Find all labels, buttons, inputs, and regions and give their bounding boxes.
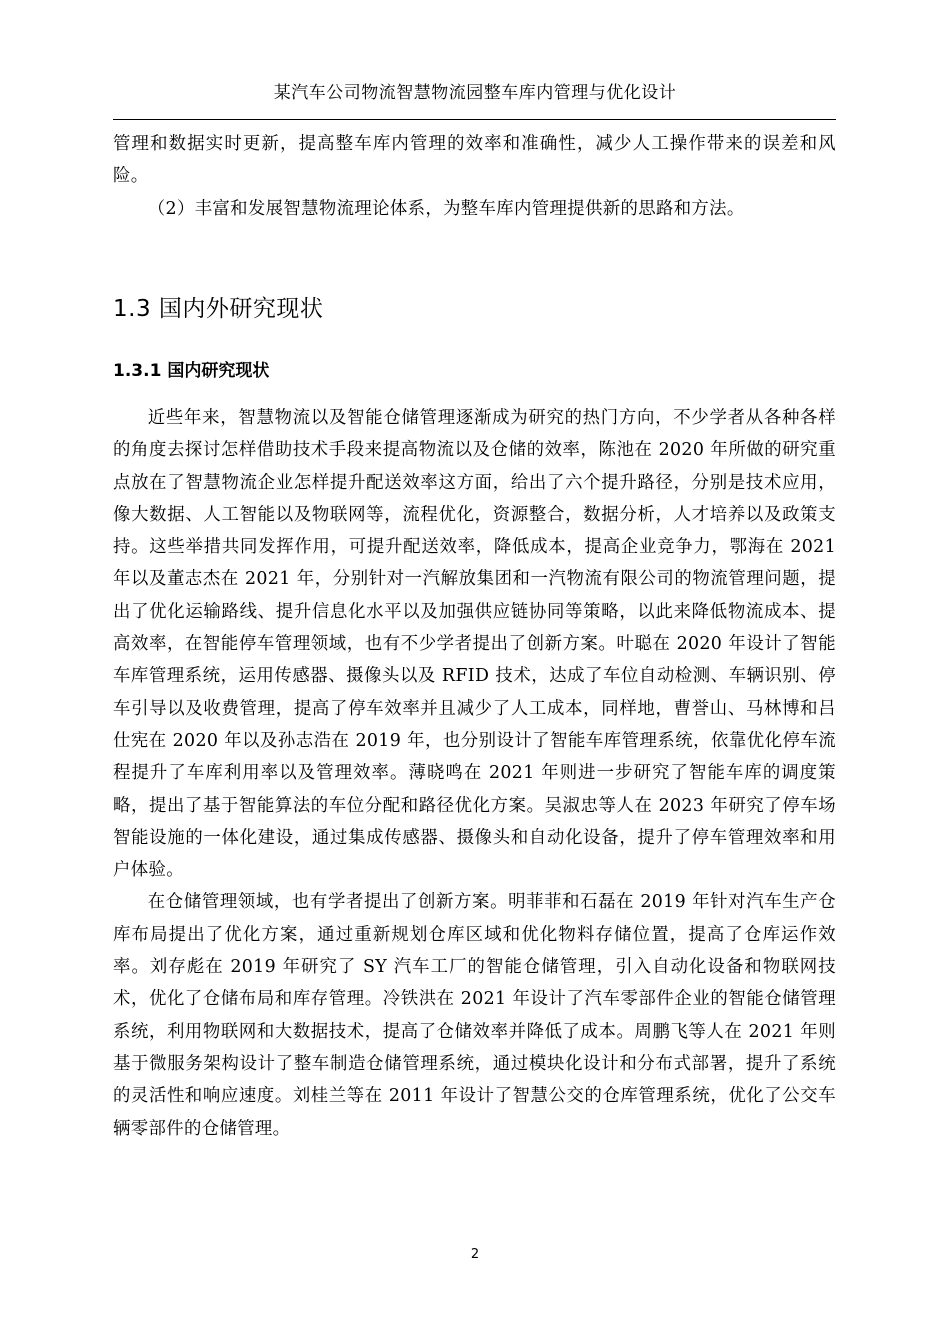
section-heading: 1.3 国内外研究现状: [113, 296, 324, 322]
section-body: [113, 402, 836, 1145]
intro-paragraph-continued: 管理和数据实时更新，提高整车库内管理的效率和准确性，减少人工操作带来的误差和风险。: [113, 134, 836, 187]
intro-block: [113, 128, 836, 225]
page-number: 2: [470, 1247, 480, 1262]
intro-paragraph-item-2: （2）丰富和发展智慧物流理论体系，为整车库内管理提供新的思路和方法。: [147, 198, 745, 219]
subsection-heading: 1.3.1 国内研究现状: [113, 361, 270, 381]
body-paragraph-2: 在仓储管理领域，也有学者提出了创新方案。明菲菲和石磊在 2019 年针对汽车生产仓库布局提出了优化方案，通过重新规划仓库区域和优化物料存储位置，提高了仓库运作效率。刘存彪在 2019 年研究了 SY 汽车工厂的智能仓储管理，引入自动化设备和物联网技术，优化了仓储布局和库存管理。冷铁洪在 2021 年设计了汽车零部件企业的智能仓储管理系统，利用物联网和大数据技术，提高了仓储效率并降低了成本。周鹏飞等人在 2021 年则基于微服务架构设计了整车制造仓储管理系统，通过模块化设计和分布式部署，提升了系统的灵活性和响应速度。刘桂兰等在 2011 年设计了智慧公交的仓库管理系统，优化了公交车辆零部件的仓储管理。: [113, 892, 836, 1139]
running-header: 某汽车公司物流智慧物流园整车库内管理与优化设计: [273, 83, 677, 103]
body-paragraph-1: 近些年来，智慧物流以及智能仓储管理逐渐成为研究的热门方向，不少学者从各种各样的角度去探讨怎样借助技术手段来提高物流以及仓储的效率，陈池在 2020 年所做的研究重点放在了智慧物流企业怎样提升配送效率这方面，给出了六个提升路径，分别是技术应用，像大数据、人工智能以及物联网等，流程优化，资源整合，数据分析，人才培养以及政策支持。这些举措共同发挥作用，可提升配送效率，降低成本，提高企业竞争力，鄂海在 2021 年以及董志杰在 2021 年，分别针对一汽解放集团和一汽物流有限公司的物流管理问题，提出了优化运输路线、提升信息化水平以及加强供应链协同等策略，以此来降低物流成本、提高效率，在智能停车管理领域，也有不少学者提出了创新方案。叶聪在 2020 年设计了智能车库管理系统，运用传感器、摄像头以及 RFID 技术，达成了车位自动检测、车辆识别、停车引导以及收费管理，提高了停车效率并且减少了人工成本，同样地，曹誉山、马林博和吕仕宪在 2020 年以及孙志浩在 2019 年，也分别设计了智能车库管理系统，依靠优化停车流程提升了车库利用率以及管理效率。薄晓鸣在 2021 年则进一步研究了智能车库的调度策略，提出了基于智能算法的车位分配和路径优化方案。吴淑忠等人在 2023 年研究了停车场智能设施的一体化建设，通过集成传感器、摄像头和自动化设备，提升了停车管理效率和用户体验。: [113, 408, 836, 881]
header-rule: [113, 119, 836, 120]
